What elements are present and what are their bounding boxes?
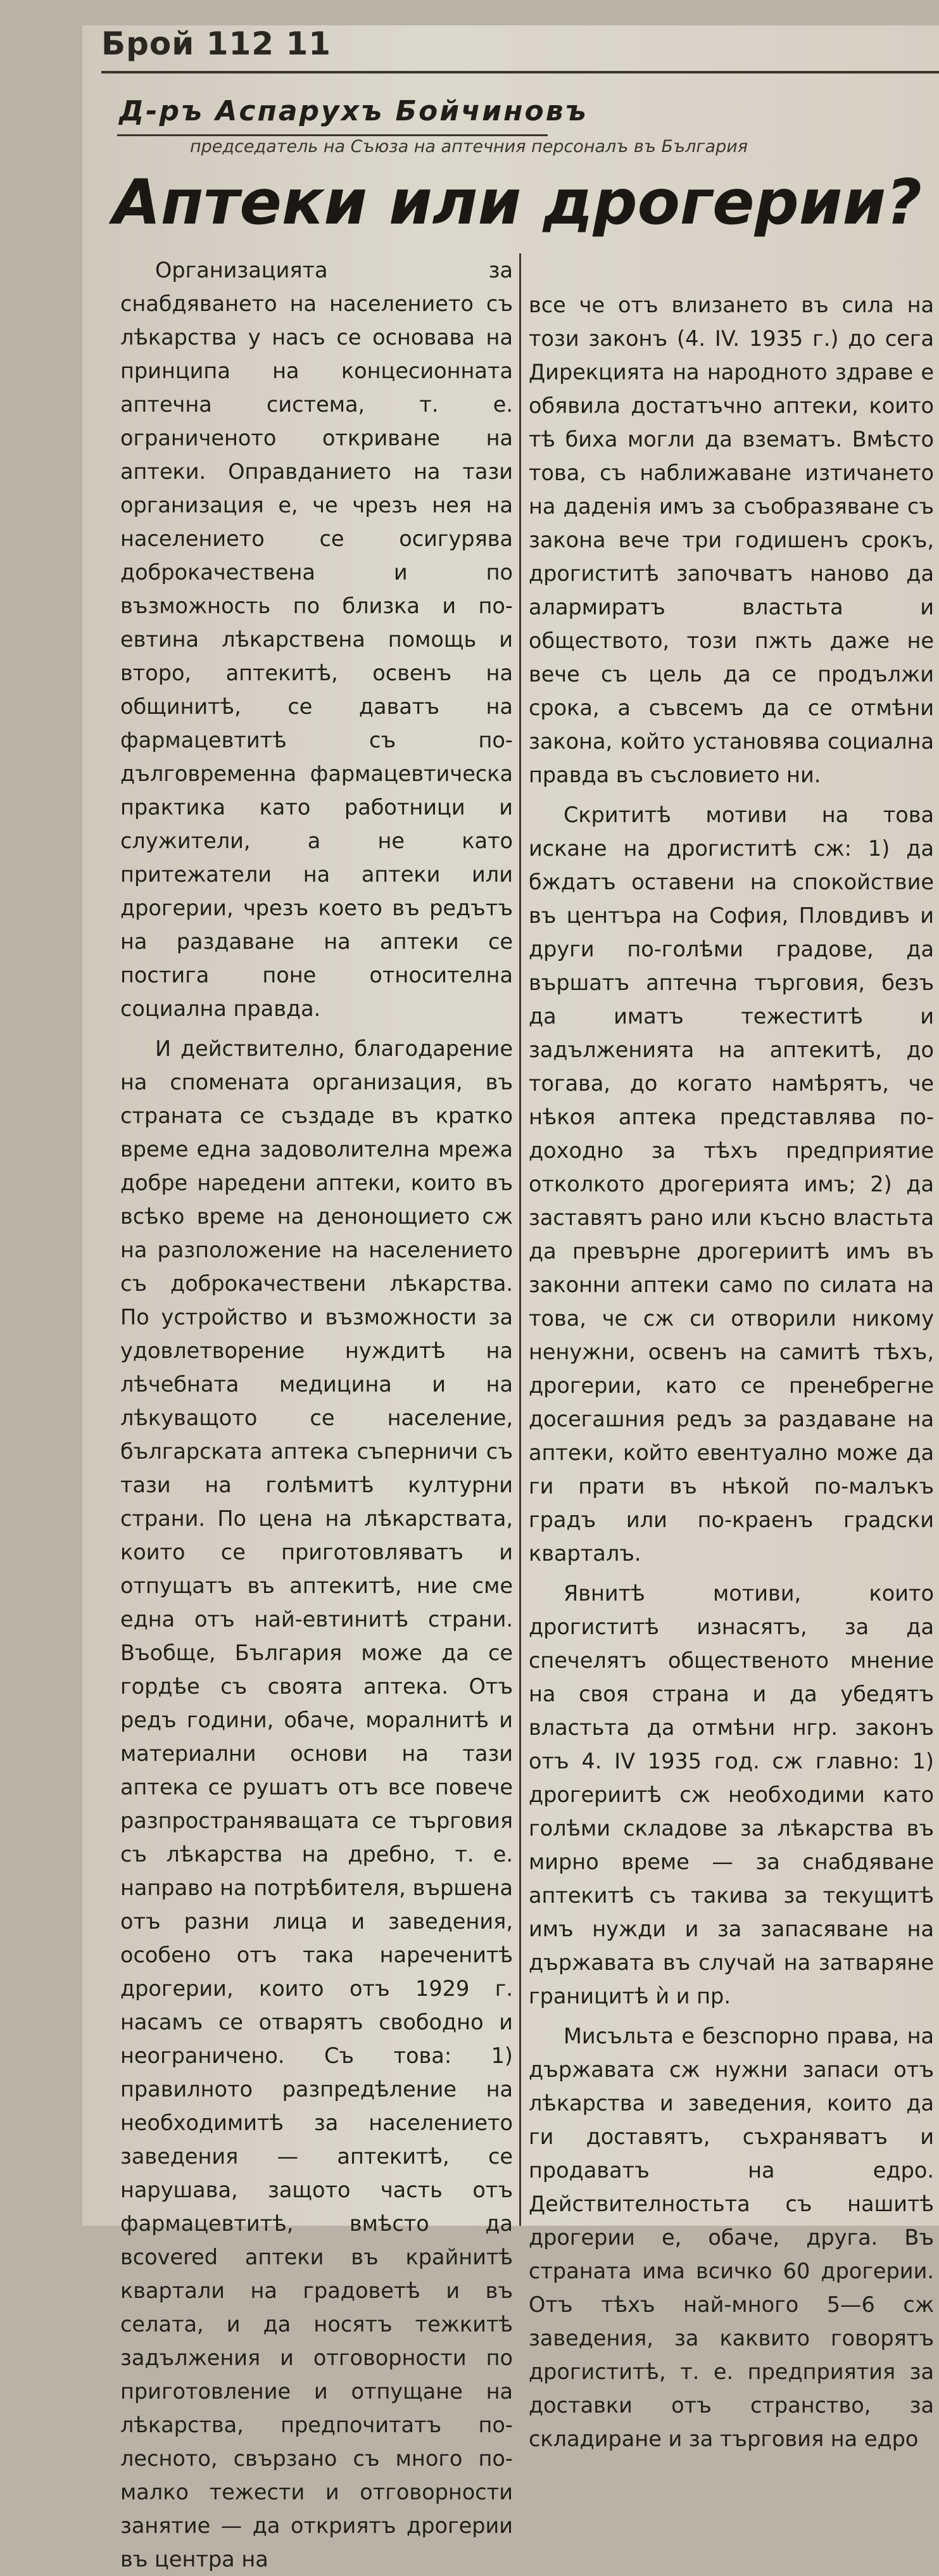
paragraph: все че отъ влизането въ сила на този законъ (4. IV. 1935 г.) до сега Дирекцията на народното здраве е обявила достатъчно аптеки, които тѣ биха могли да взематъ. Вмѣсто това, съ наближаване изтичането на даденія имъ за съобразяване съ закона вече три годишенъ срокъ, дрогиститѣ започватъ наново да алармиратъ властьта и обществото, този пжть даже не вече съ цель да се продължи срока, а съвсемъ да се отмѣни закона, който установява социална правда въ съсловието ни. (529, 293, 934, 787)
column-divider (519, 253, 521, 2226)
left-column (120, 253, 513, 2572)
article-headline: Аптеки или дрогерии? (113, 167, 922, 239)
paragraph: Явнитѣ мотиви, които дрогиститѣ изнасятъ, за да спечелятъ общественото мнение на своя страна и да убедятъ властьта да отмѣни нгр. законъ отъ 4. IV 1935 год. сж главно: 1) дрогериитѣ сж необходими като голѣми складове за лѣкарства въ мирно време — за снабдяване аптекитѣ съ такива за текущитѣ имъ нужди и за запасяване на държавата въ случай на затваряне границитѣ ѝ и пр. (529, 1581, 934, 2008)
paragraph: И действително, благодарение на спомената организация, въ страната се създаде въ кратко време една задоволителна мрежа добре наредени аптеки, които въ всѣко време на денонощието сж на разположение на населението съ доброкачествени лѣкарства. По устройство и възможности за удовлетворение нуждитѣ на лѣчебната медицина и на лѣкуващото се население, българската аптека съперничи съ тази на голѣмитѣ културни страни. По цена на лѣкарствата, които се приготовляватъ и отпущатъ въ аптекитѣ, ние сме една отъ най-евтинитѣ страни. Въобще, България може да се гордѣе съ своята аптека. Отъ редъ години, обаче, моралнитѣ и материални основи на тази аптека се рушатъ отъ все повече разпространяващата се търговия съ лѣкарства на дребно, т. е. направо на потрѣбителя, вършена отъ разни лица и заведения, особено отъ така нареченитѣ дрогерии, които отъ 1929 г. насамъ се отварятъ свободно и неограничено. Съ това: 1) правилното разпредѣление на необходимитѣ за населението заведения — аптекитѣ, се нарушава, защото часть отъ фармацевтитѣ, вмѣсто да вcovered аптеки въ крайнитѣ квартали на градоветѣ и въ селата, и да носятъ тежкитѣ задължения и отговорности по приготовление и отпущане на лѣкарства, предпочитатъ по-лесното, свързано съ много по-малко тежести и отговорности занятие — да откриятъ дрогерии въ центра на (120, 1036, 513, 2572)
author-rule (117, 134, 548, 136)
header-rule (101, 71, 939, 73)
issue-number: Брой 112 11 (101, 25, 332, 62)
paragraph: Организацията за снабдяването на населението съ лѣкарства у насъ се основава на принципа на концесионната аптечна система, т. е. ограниченото откриване на аптеки. Оправданието на тази организация е, че чрезъ нея на населението се осигурява доброкачествена и по възможность по близка и по-евтина лѣкарствена помощь и второ, аптекитѣ, освенъ на общинитѣ, се даватъ на фармацевтитѣ съ по-дълговременна фармацевтическа практика като работници и служители, а не като притежатели на аптеки или дрогерии, чрезъ което въ редътъ на раздаване на аптеки се постига поне относителна социална правда. (120, 258, 513, 1021)
right-column (529, 288, 934, 2451)
paragraph: Мисъльта е безспорно права, на държавата сж нужни запаси отъ лѣкарства и заведения, които да ги доставятъ, съхраняватъ и продаватъ на едро. Действителностьта съ нашитѣ дрогерии е, обаче, друга. Въ страната има всичко 60 дрогерии. Отъ тѣхъ най-много 5—6 сж заведения, за каквито говорятъ дрогиститѣ, т. е. предприятия за доставки отъ странство, за складиране и за търговия на едро (529, 2024, 934, 2451)
paragraph: Скрититѣ мотиви на това искане на дрогиститѣ сж: 1) да бждатъ оставени на спокойствие въ центъра на София, Пловдивъ и други по-голѣми градове, да вършатъ аптечна търговия, безъ да иматъ тежеститѣ и задълженията на аптекитѣ, до тогава, до когато намѣрятъ, че нѣкоя аптека представлява по-доходно за тѣхъ предприятие отколкото дрогерията имъ; 2) да заставятъ рано или късно властьта да превърне дрогериитѣ имъ въ законни аптеки само по силата на това, че сж си отворили никому ненужни, освенъ на самитѣ тѣхъ, дрогерии, като се пренебрегне досегашния редъ за раздаване на аптеки, който евентуално може да ги прати въ нѣкой по-малъкъ градъ или по-краенъ градски кварталъ. (529, 803, 934, 1566)
author-role: председатель на Съюза на аптечния персоналъ въ България (190, 137, 748, 156)
author-name: Д-ръ Аспарухъ Бойчиновъ (119, 95, 588, 127)
